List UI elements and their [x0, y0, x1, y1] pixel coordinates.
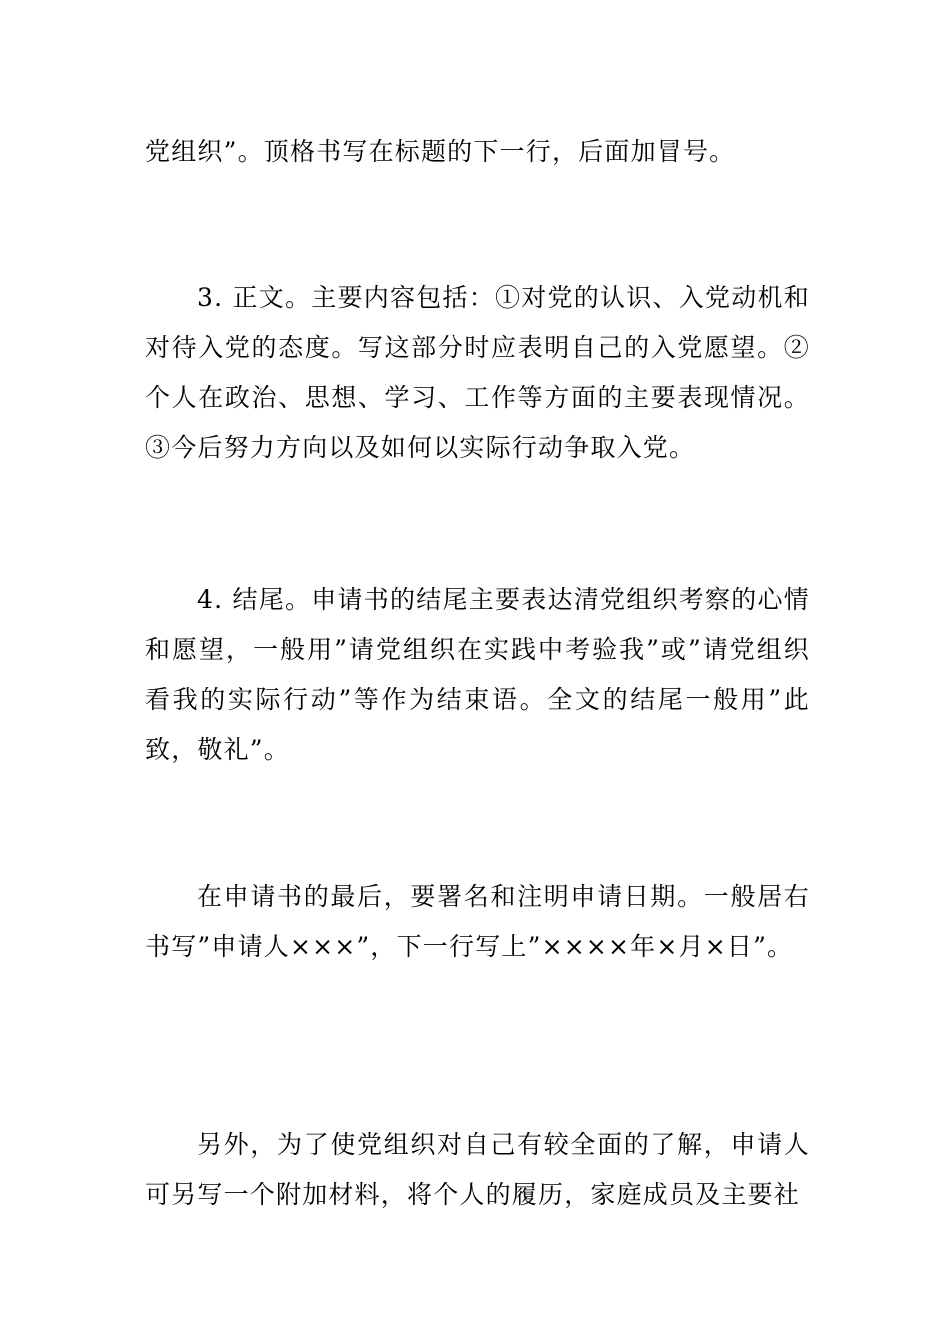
paragraph-body-text: 3. 正文。主要内容包括：①对党的认识、入党动机和对待入党的态度。写这部分时应表明自己的入党愿望。②个人在政治、思想、学习、工作等方面的主要表现情况。③今后努力方向以及如何以实际行动争取入党。: [145, 283, 810, 462]
paragraph-continuation: 党组织”。顶格书写在标题的下一行，后面加冒号。: [145, 137, 736, 166]
paragraph-ending: 4. 结尾。申请书的结尾主要表达清党组织考察的心情和愿望，一般用”请党组织在实践中考验我”或”请党组织看我的实际行动”等作为结束语。全文的结尾一般用”此致，敬礼”。: [145, 585, 810, 764]
paragraph-additional-material: 另外，为了使党组织对自己有较全面的了解，申请人可另写一个附加材料，将个人的履历，家庭成员及主要社: [145, 1130, 810, 1209]
paragraph-signature-date: 在申请书的最后，要署名和注明申请日期。一般居右书写”申请人×××”，下一行写上”××××年×月×日”。: [145, 882, 810, 961]
